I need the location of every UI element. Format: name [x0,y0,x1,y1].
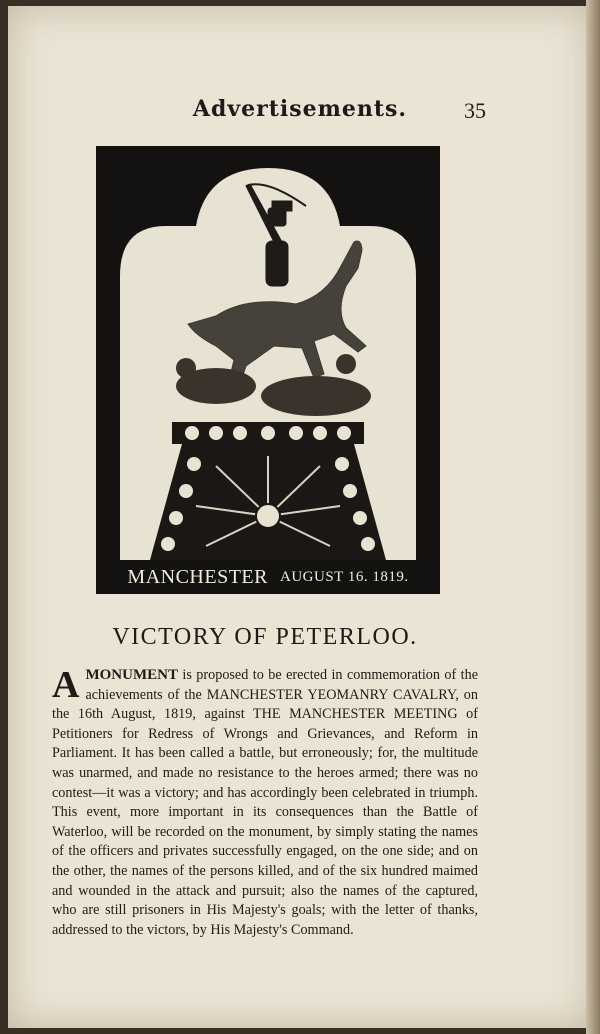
page-number: 35 [464,98,486,123]
engraving-illustration [96,146,440,594]
article-paragraph: is proposed to be erected in commemoration of the achievements of the MANCHESTER YEOMANRY CAVALRY, on the 16th August, 1819, against THE MANCHESTER MEETING of Petitioners for Redress of Wrongs and Grievances, and Reform in Parliament. It has been called a battle, but erroneously; for, the multitude was unarmed, and made no resistance to the heroes armed; there was no contest—it was a victory; and has accordingly been celebrated in triumph. This event, more important in its consequences than the Battle of Waterloo, will be recorded on the monument, by simply stating the names of the officers and privates successfully engaged, on the one side; and on the other, the names of the persons killed, and of the six hundred maimed and wounded in the attack and pursuit; also the names of the captured, who are still prisoners in His Majesty's goals; with the letter of thanks, addressed to the victors, by His Majesty's Command. [52,667,478,938]
page-edge [586,0,600,1034]
article-body [52,666,478,940]
article-title: VICTORY OF PETERLOO. [112,624,418,650]
engraving-artwork [96,146,440,560]
lead-word: MONUMENT [85,667,178,683]
drop-cap: A [52,664,80,706]
caption-place: MANCHESTER [127,565,268,588]
running-header: Advertisements. [192,96,408,122]
caption-date: AUGUST 16. 1819. [280,568,409,585]
engraving-caption [96,560,440,594]
